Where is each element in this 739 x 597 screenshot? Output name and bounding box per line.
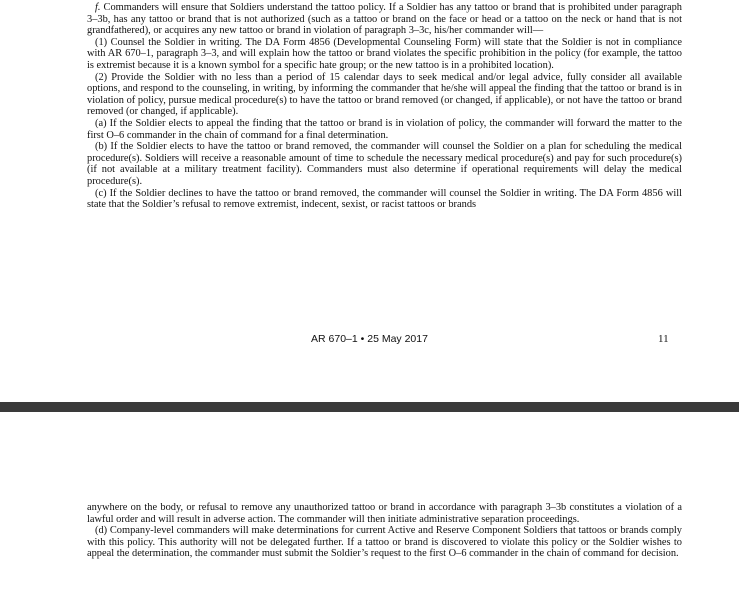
paragraph-text: (d) Company-level commanders will make determinations for current Active and Reserve Component Soldiers that tattoos or brands comply with this policy. This authority will not be delegated further. If a tattoo or brand is discovered to violate this policy or the Soldier wishes to appeal the determination, the commander must submit the Soldier’s request to the first O–6 commander in the chain of command for decision.: [87, 525, 682, 560]
paragraph-f-1: [87, 37, 682, 72]
page-body-text: [87, 502, 682, 560]
paragraph-f: [87, 2, 682, 37]
paragraph-text: (1) Counsel the Soldier in writing. The DA Form 4856 (Developmental Counseling Form) will state that the Soldier is not in compliance with AR 670–1, paragraph 3–3, and will explain how the tattoo or brand violates the specific prohibition in the policy (for example, the tattoo is extremist because it is a known symbol for a specific hate group; or the new tattoo is in a prohibited location).: [87, 36, 682, 71]
paragraph-text: anywhere on the body, or refusal to remove any unauthorized tattoo or brand in accordance with paragraph 3–3b constitutes a violation of a lawful order and will result in adverse action. The commander will then initiate administrative separation proceedings.: [87, 502, 682, 525]
paragraph-f-2: [87, 72, 682, 118]
document-page-lower: [0, 412, 739, 597]
paragraph-f-2-c: [87, 188, 682, 211]
paragraph-f-2-d: [87, 525, 682, 560]
paragraph-f-2-a: [87, 118, 682, 141]
paragraph-text: (c) If the Soldier declines to have the tattoo or brand removed, the commander will counsel the Soldier in writing. The DA Form 4856 will state that the Soldier’s refusal to remove extremist, indecent, sexist, or racist tattoos or brands: [87, 187, 682, 211]
paragraph-text: (2) Provide the Soldier with no less than a period of 15 calendar days to seek medical and/or legal advice, fully consider all available options, and respond to the counseling, in writing, by informing the commander that he/she will appeal the finding that the tattoo or brand is in violation of policy, pursue medical procedure(s) to have the tattoo or brand removed (or changed, if applicable), or not have the tattoo or brand removed (or changed, if applicable).: [87, 71, 682, 118]
page-separator: [0, 402, 739, 412]
paragraph-continuation: [87, 502, 682, 525]
page-number: 11: [658, 333, 669, 345]
paragraph-text: (b) If the Soldier elects to have the tattoo or brand removed, the commander will counsel the Soldier on a plan for scheduling the medical procedure(s). Soldiers will receive a reasonable amount of time to schedule the necessary medical procedure(s) and pay for such procedure(s) (if not available at a military treatment facility). Commanders must also determine if operational requirements will delay the medical procedure(s).: [87, 141, 682, 187]
paragraph-text: (a) If the Soldier elects to appeal the finding that the tattoo or brand is in violation of policy, the commander will forward the matter to the first O–6 commander in the chain of command for a final determination.: [87, 117, 682, 141]
page-body-text: [87, 2, 682, 211]
paragraph-label: f.: [95, 2, 101, 13]
page-footer-title: AR 670–1 • 25 May 2017: [311, 333, 428, 345]
paragraph-f-2-b: [87, 141, 682, 187]
paragraph-text: Commanders will ensure that Soldiers understand the tattoo policy. If a Soldier has any tattoo or brand that is prohibited under paragraph 3–3b, has any tattoo or brand that is not authorized (such as a tattoo or brand on the face or head or a tattoo on the neck or hand that is not grandfathered), or acquires any new tattoo or brand in violation of paragraph 3–3c, his/her commander will—: [87, 2, 682, 37]
